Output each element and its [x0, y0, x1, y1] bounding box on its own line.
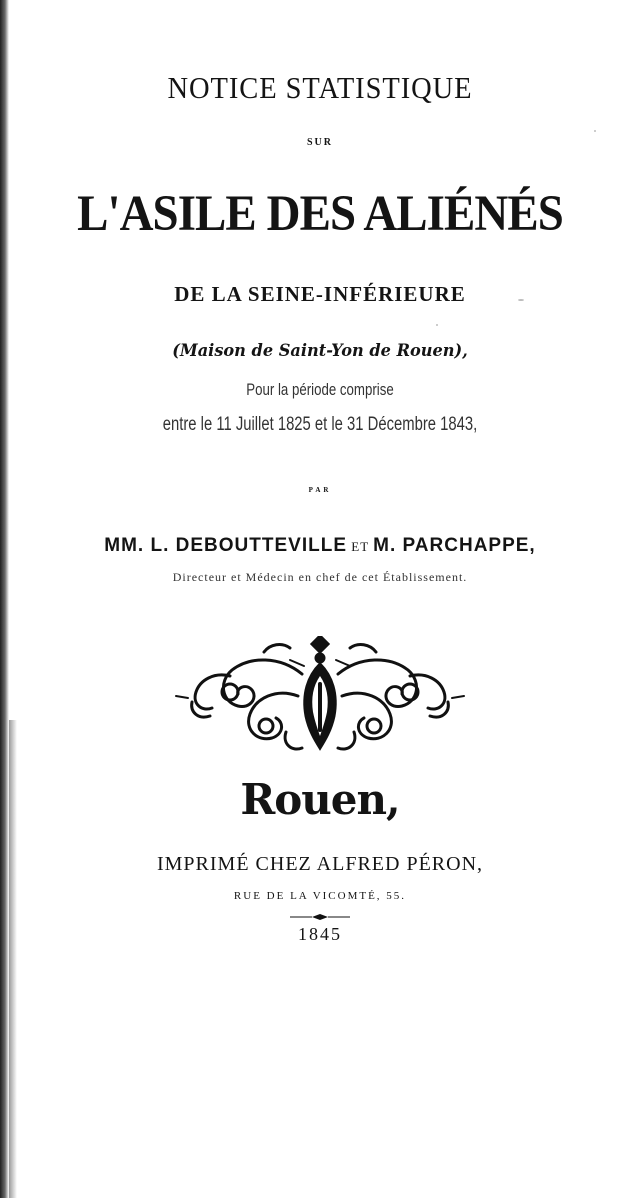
- paper-speck: [594, 130, 596, 132]
- main-title: L'ASILE DES ALIÉNÉS: [77, 186, 563, 242]
- title-sur: SUR: [306, 137, 333, 148]
- paper-speck: [436, 324, 438, 326]
- institution-name: (Maison de Saint-Yon de Rouen),: [172, 341, 468, 361]
- imprint-address: RUE DE LA VICOMTÉ, 55.: [233, 890, 407, 902]
- page-binding-edge: [0, 0, 9, 1198]
- imprint-year: 1845: [298, 924, 342, 944]
- imprint-printer: IMPRIMÉ CHEZ ALFRED PÉRON,: [156, 853, 484, 875]
- decorative-rule: [290, 913, 350, 921]
- printer-ornament-icon: [170, 636, 470, 756]
- author-1: MM. L. DEBOUTTEVILLE: [104, 535, 347, 556]
- period-line-1: Pour la période comprise: [246, 380, 394, 399]
- author-2: M. PARCHAPPE,: [373, 535, 536, 556]
- authors-line: [0, 535, 640, 557]
- author-roles: Directeur et Médecin en chef de cet Établissement.: [172, 570, 468, 584]
- author-conjunction: ET: [347, 539, 374, 554]
- subtitle: DE LA SEINE-INFÉRIEURE: [174, 282, 466, 306]
- par-label: PAR: [308, 486, 332, 494]
- title-notice-statistique: NOTICE STATISTIQUE: [167, 70, 473, 105]
- period-line-2: entre le 11 Juillet 1825 et le 31 Décembre 1843,: [162, 414, 478, 435]
- imprint-city: Rouen,: [240, 775, 400, 824]
